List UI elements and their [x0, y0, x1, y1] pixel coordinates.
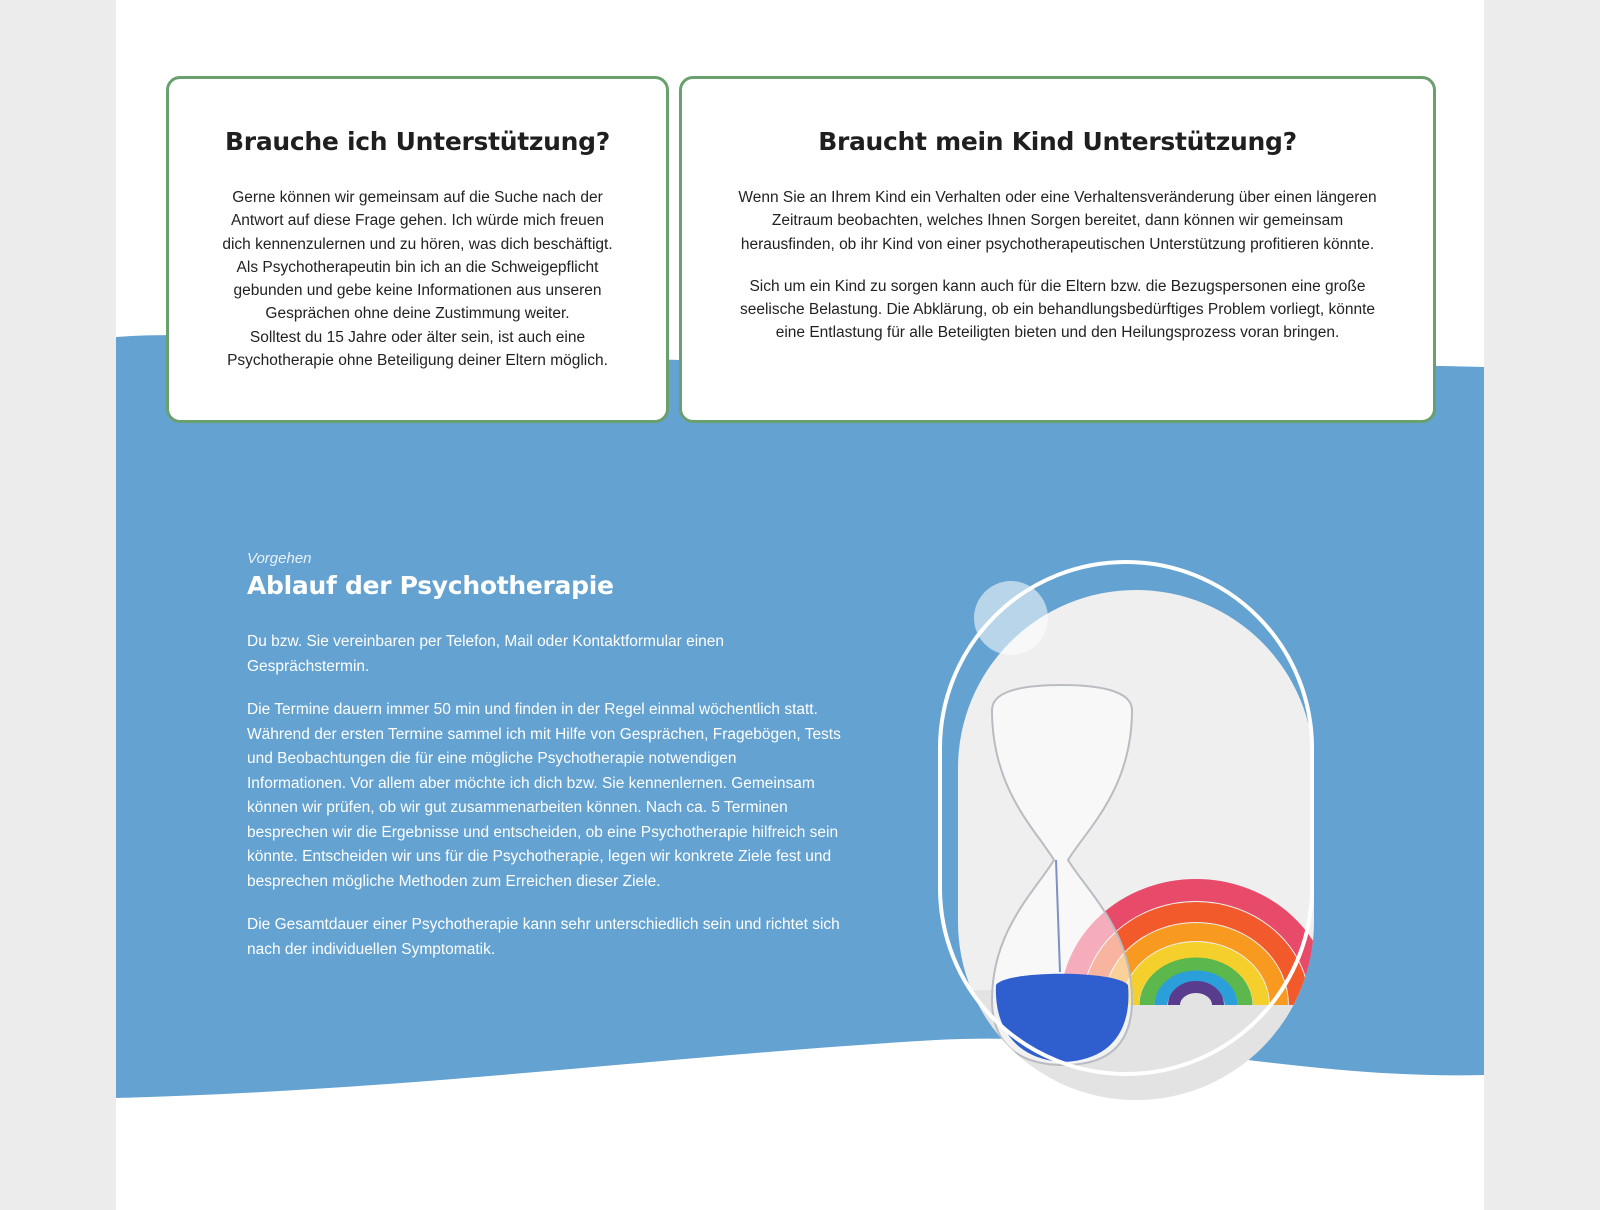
section-title: Ablauf der Psychotherapie	[247, 571, 614, 600]
child-support-card	[679, 76, 1436, 423]
process-paragraph-2: Die Termine dauern immer 50 min und finden in der Regel einmal wöchentlich statt. Während der ersten Termine sammel ich mit Hilfe von Gesprächen, Fragebögen, Tests und Beobachtungen die für eine mögliche Psychotherapie notwendigen Informationen. Vor allem aber möchte ich dich bzw. Sie kennenlernen. Gemeinsam können wir prüfen, ob wir gut zusammenarbeiten können. Nach ca. 5 Terminen besprechen wir die Ergebnisse und entscheiden, ob eine Psychotherapie hilfreich sein könnte. Entscheiden wir uns für die Psychotherapie, legen wir konkrete Ziele fest und besprechen mögliche Methoden zum Erreichen dieser Ziele.	[247, 701, 841, 890]
self-support-text: Gerne können wir gemeinsam auf die Suche nach der Antwort auf diese Frage gehen. Ich würde mich freuen dich kennenzulernen und zu hören, was dich beschäftigt. Als Psychotherapeutin bin ich an die Schweigepflicht gebunden und gebe keine Informationen aus unseren Gesprächen ohne deine Zustimmung weiter. Solltest du 15 Jahre oder älter sein, ist auch eine Psychotherapie ohne Beteiligung deiner Eltern möglich.	[222, 189, 613, 370]
process-paragraph-1: Du bzw. Sie vereinbaren per Telefon, Mail oder Kontaktformular einen Gesprächstermin.	[247, 633, 725, 675]
page	[116, 0, 1484, 1210]
therapy-process-section	[247, 550, 867, 981]
hourglass-rainbow-image	[936, 560, 1336, 1120]
child-support-paragraph-2: Sich um ein Kind zu sorgen kann auch für die Eltern bzw. die Bezugspersonen eine große seelische Belastung. Die Abklärung, ob ein behandlungsbedürftiges Problem vorliegt, könnte eine Entlastung für alle Beteiligten bieten und den Heilungsprozess voran bringen.	[739, 277, 1376, 342]
child-support-title: Braucht mein Kind Unterstützung?	[818, 127, 1297, 156]
section-eyebrow: Vorgehen	[247, 550, 312, 567]
process-paragraph-3: Die Gesamtdauer einer Psychotherapie kann sehr unterschiedlich sein und richtet sich nach der individuellen Symptomatik.	[247, 916, 840, 958]
child-support-paragraph-1: Wenn Sie an Ihrem Kind ein Verhalten oder eine Verhaltensveränderung über einen längeren Zeitraum beobachten, welches Ihnen Sorgen bereitet, dann können wir gemeinsam herausfinden, ob ihr Kind von einer psychotherapeutischen Unterstützung profitieren könnte.	[738, 189, 1377, 253]
self-support-card	[166, 76, 669, 423]
self-support-title: Brauche ich Unterstützung?	[225, 127, 610, 156]
hourglass-rainbow-photo-icon	[936, 560, 1336, 1120]
